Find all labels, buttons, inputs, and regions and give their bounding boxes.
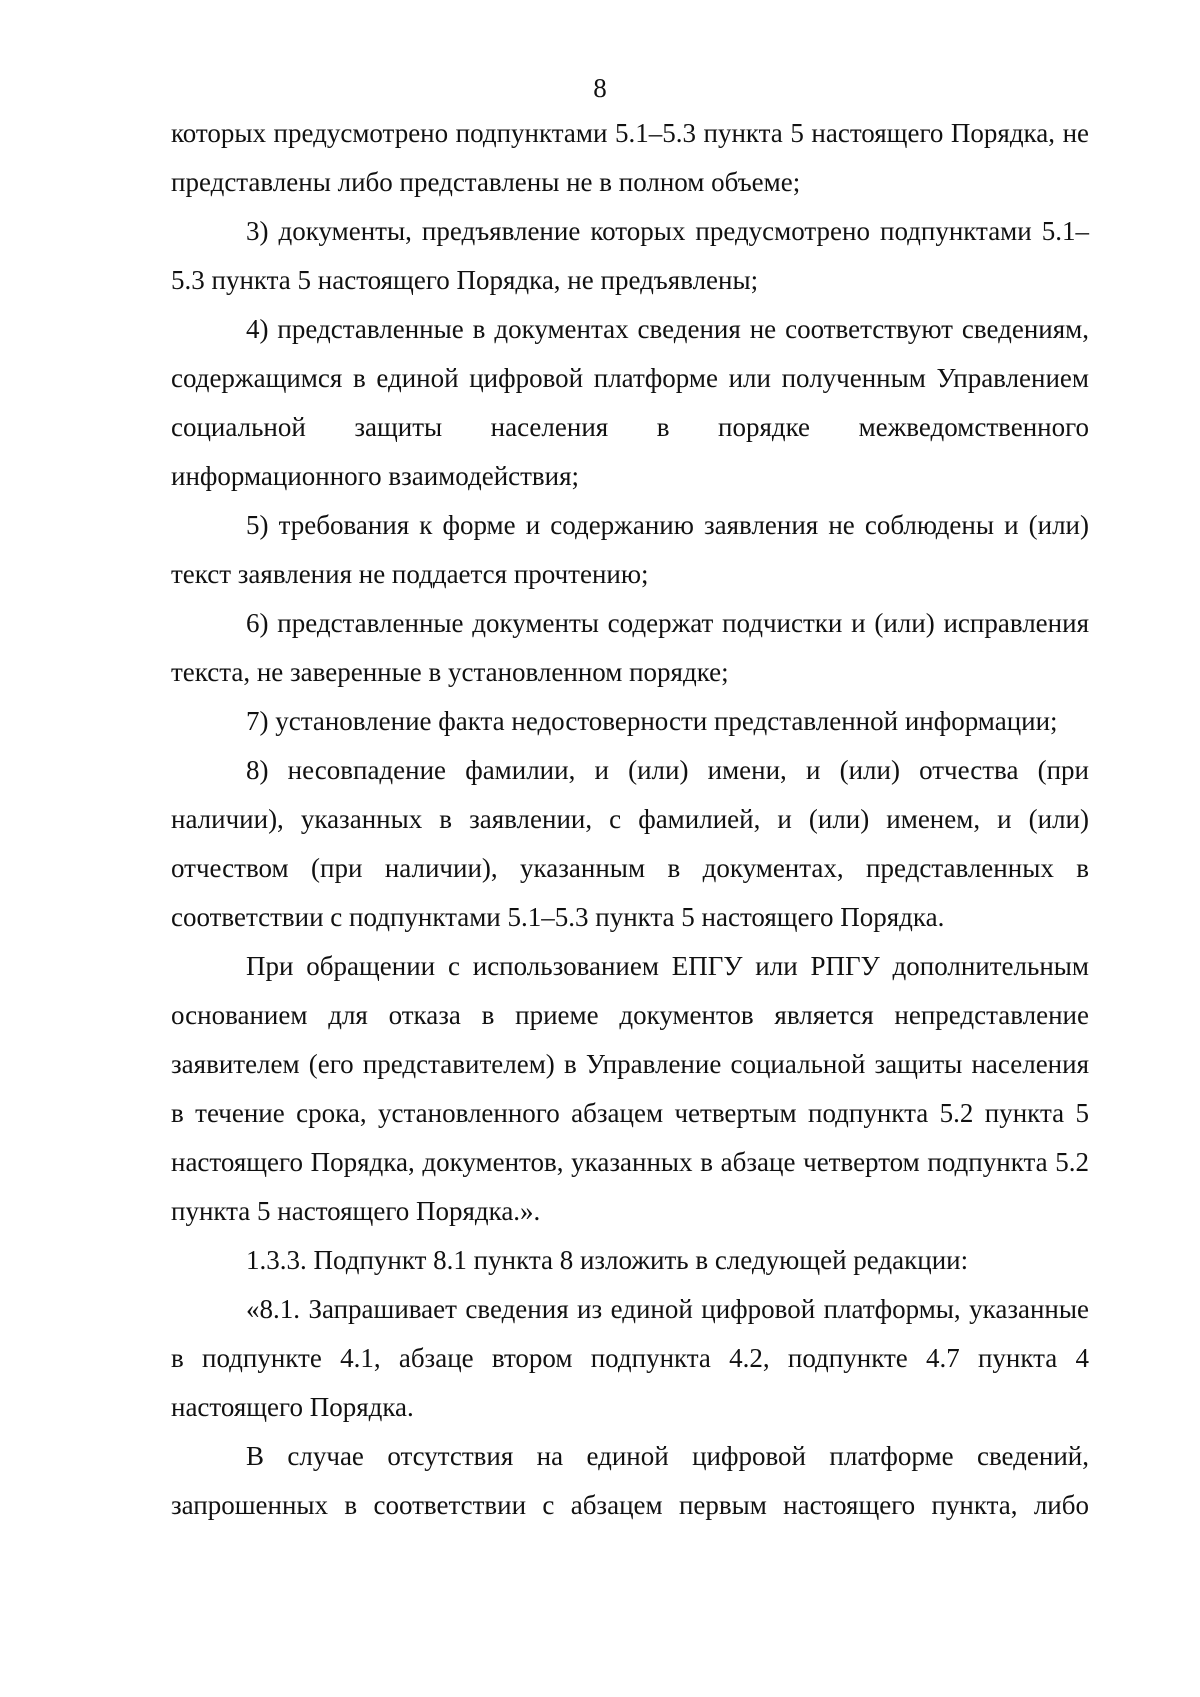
paragraph-amendment-1-3-3: 1.3.3. Подпункт 8.1 пункта 8 изложить в следующей редакции: [246, 1245, 969, 1275]
paragraph-item-6: 6) представленные документы содержат подчистки и (или) исправления текста, не заверенные в установленном порядке; [171, 608, 1089, 687]
paragraph-epgu-additional-basis: При обращении с использованием ЕПГУ или РПГУ дополнительным основанием для отказа в приеме документов является непредставление заявителем (его представителем) в Управление социальной защиты населения в течение срока, установленного абзацем четвертым подпункта 5.2 пункта 5 настоящего Порядка, документов, указанных в абзаце четвертом подпункта 5.2 пункта 5 настоящего Порядка.». [171, 951, 1089, 1226]
paragraph-new-subpoint-8-1: «8.1. Запрашивает сведения из единой цифровой платформы, указанные в подпункте 4.1, абзаце втором подпункта 4.2, подпункте 4.7 пункта 4 настоящего Порядка. [171, 1294, 1089, 1422]
paragraph-item-7: 7) установление факта недостоверности представленной информации; [246, 706, 1058, 736]
paragraph-item-4: 4) представленные в документах сведения не соответствуют сведениям, содержащимся в единой цифровой платформе или полученным Управлением социальной защиты населения в порядке межведомственного информационного взаимодействия; [171, 314, 1089, 491]
page-number: 8 [593, 73, 607, 103]
document-text [171, 109, 1089, 1530]
paragraph-item-8: 8) несовпадение фамилии, и (или) имени, и (или) отчества (при наличии), указанных в заявлении, с фамилией, и (или) именем, и (или) отчеством (при наличии), указанным в документах, представленных в соответствии с подпунктами 5.1–5.3 пункта 5 настоящего Порядка. [171, 755, 1089, 932]
paragraph-item-3: 3) документы, предъявление которых предусмотрено подпунктами 5.1–5.3 пункта 5 настоящего Порядка, не предъявлены; [171, 216, 1089, 295]
paragraph-item-5: 5) требования к форме и содержанию заявления не соблюдены и (или) текст заявления не поддается прочтению; [171, 510, 1089, 589]
paragraph-list-continuation: которых предусмотрено подпунктами 5.1–5.3 пункта 5 настоящего Порядка, не представлены либо представлены не в полном объеме; [171, 118, 1089, 197]
paragraph-absence-case: В случае отсутствия на единой цифровой платформе сведений, запрошенных в соответствии с абзацем первым настоящего пункта, либо [171, 1441, 1089, 1520]
